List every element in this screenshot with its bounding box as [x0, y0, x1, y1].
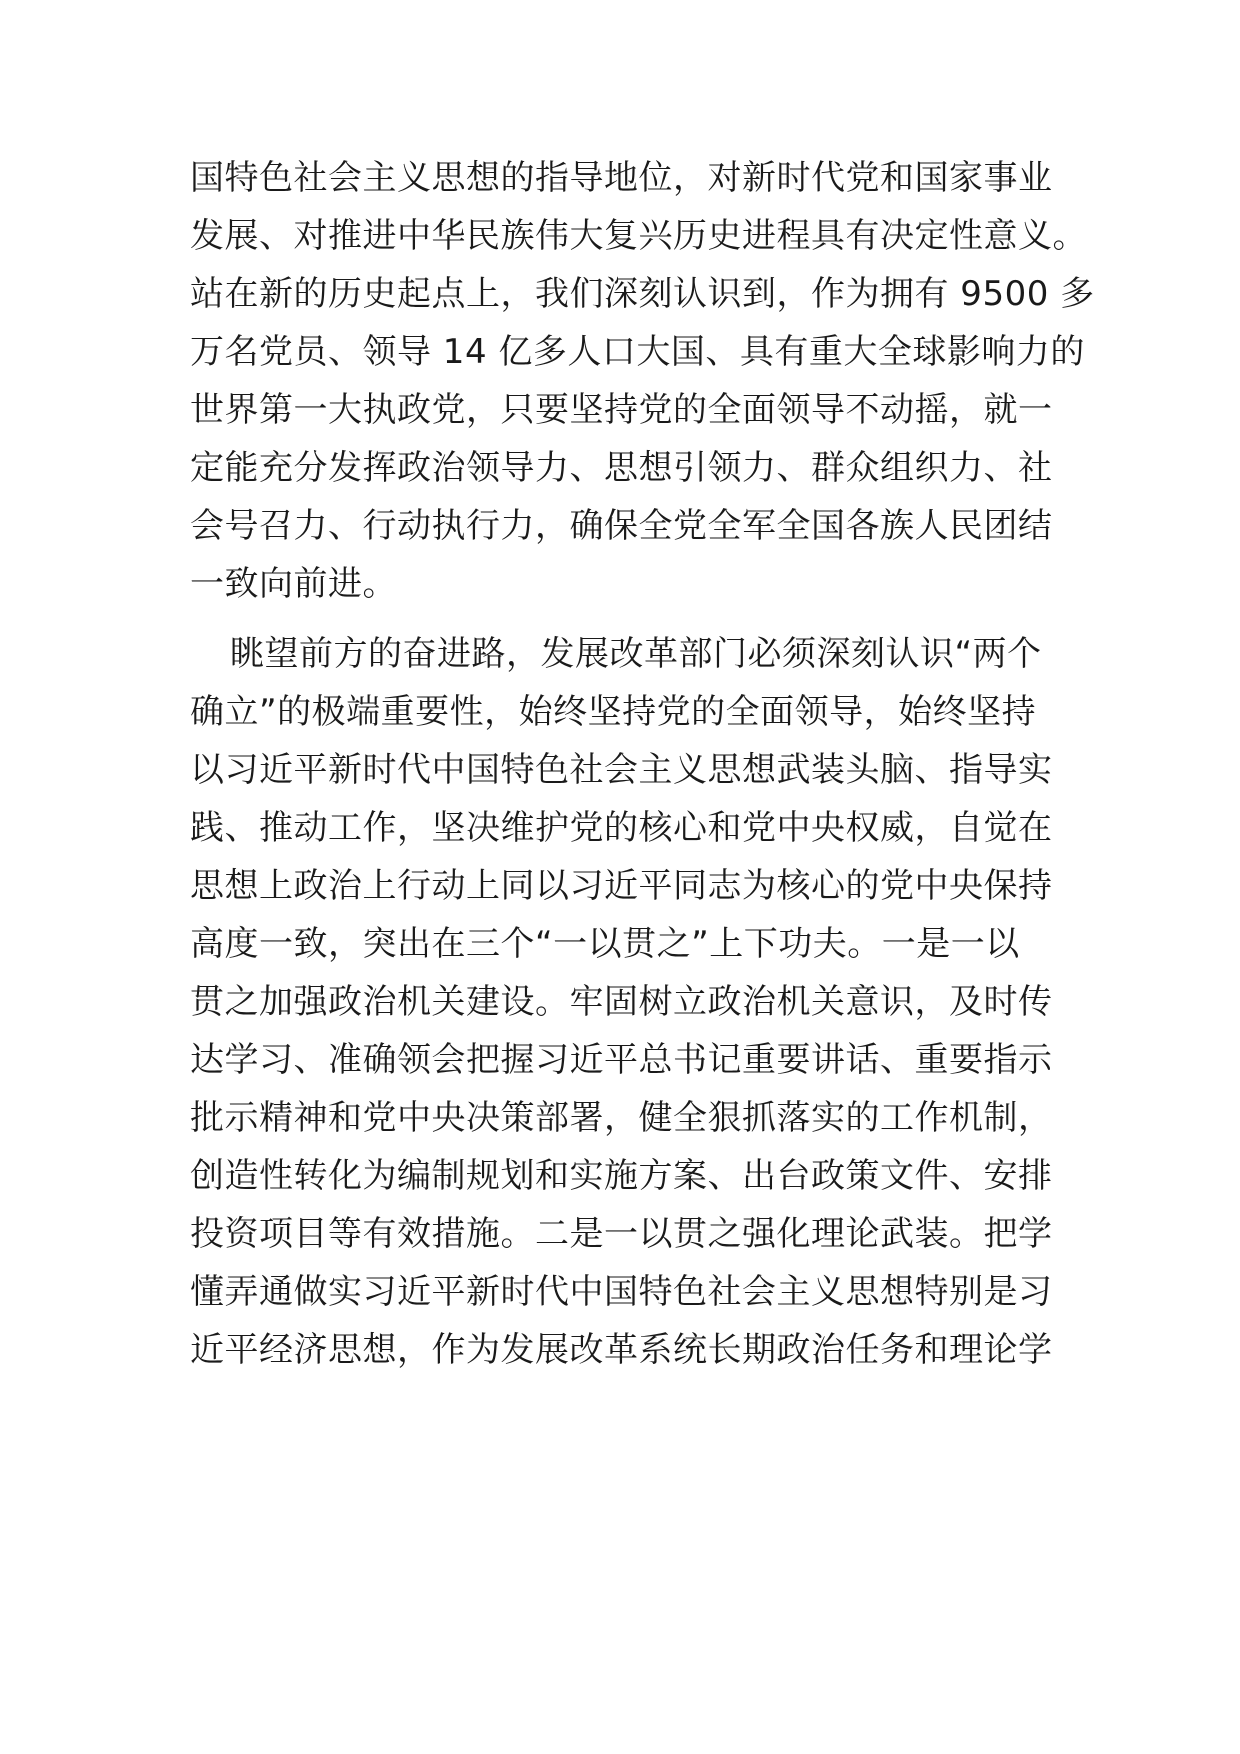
paragraph-1-line-7: 会号召力、行动执行力，确保全党全军全国各族人民团结 — [190, 506, 1053, 546]
paragraph-2-line-5: 思想上政治上行动上同以习近平同志为核心的党中央保持 — [190, 866, 1053, 906]
paragraph-2-line-1: 眺望前方的奋进路，发展改革部门必须深刻认识“两个 — [230, 634, 1042, 674]
paragraph-2-line-9: 批示精神和党中央决策部署，健全狠抓落实的工作机制， — [190, 1098, 1053, 1138]
paragraph-1-line-8: 一致向前进。 — [190, 564, 397, 604]
paragraph-1-line-4: 万名党员、领导 14 亿多人口大国、具有重大全球影响力的 — [190, 332, 1085, 372]
paragraph-2-line-3: 以习近平新时代中国特色社会主义思想武装头脑、指导实 — [190, 750, 1053, 790]
paragraph-2-line-4: 践、推动工作，坚决维护党的核心和党中央权威，自觉在 — [190, 808, 1053, 848]
paragraph-1-line-5: 世界第一大执政党，只要坚持党的全面领导不动摇，就一 — [190, 390, 1053, 430]
paragraph-1-line-3: 站在新的历史起点上，我们深刻认识到，作为拥有 9500 多 — [190, 274, 1095, 314]
paragraph-2-line-7: 贯之加强政治机关建设。牢固树立政治机关意识，及时传 — [190, 982, 1053, 1022]
paragraph-2-line-11: 投资项目等有效措施。二是一以贯之强化理论武装。把学 — [190, 1214, 1053, 1254]
paragraph-2-line-12: 懂弄通做实习近平新时代中国特色社会主义思想特别是习 — [190, 1272, 1053, 1312]
paragraph-2-line-2: 确立”的极端重要性，始终坚持党的全面领导，始终坚持 — [190, 692, 1037, 732]
paragraph-1-line-6: 定能充分发挥政治领导力、思想引领力、群众组织力、社 — [190, 448, 1053, 488]
paragraph-1-line-1: 国特色社会主义思想的指导地位，对新时代党和国家事业 — [190, 158, 1053, 198]
paragraph-2-line-6: 高度一致，突出在三个“一以贯之”上下功夫。一是一以 — [190, 924, 1020, 964]
paragraph-2-line-8: 达学习、准确领会把握习近平总书记重要讲话、重要指示 — [190, 1040, 1053, 1080]
paragraph-1-line-2: 发展、对推进中华民族伟大复兴历史进程具有决定性意义。 — [190, 216, 1087, 256]
paragraph-2-line-13: 近平经济思想，作为发展改革系统长期政治任务和理论学 — [190, 1330, 1053, 1370]
paragraph-2-line-10: 创造性转化为编制规划和实施方案、出台政策文件、安排 — [190, 1156, 1053, 1196]
